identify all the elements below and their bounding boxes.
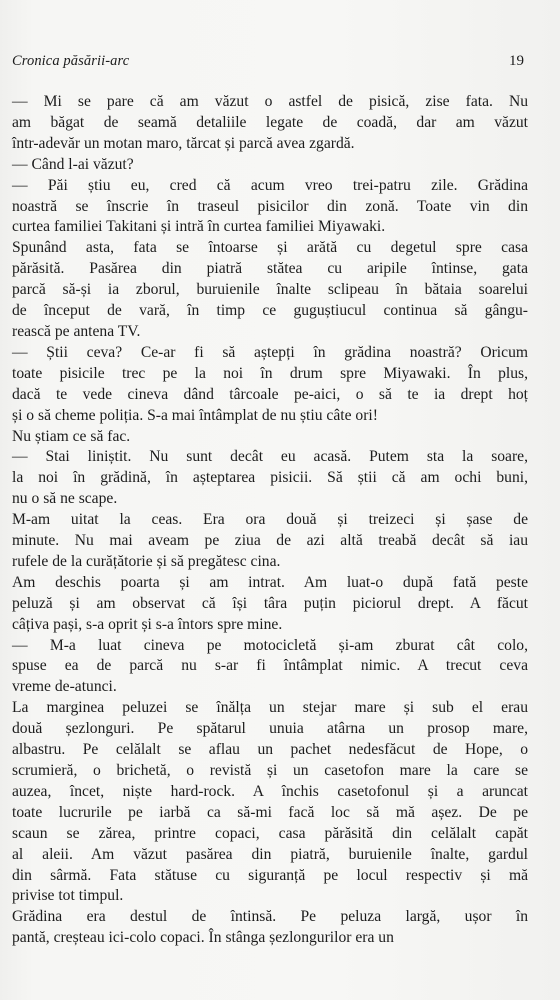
text-line: Grădina era destul de întinsă. Pe peluza largă, ușor în: [12, 908, 528, 926]
text-line: dacă te vede cineva dând târcoale pe-aici, o să te ia drept hoț: [12, 385, 528, 403]
text-line: rufele de la curățătorie și să pregătesc cina.: [12, 552, 281, 570]
paragraph: [12, 698, 528, 907]
text-line: parcă să-și ia zborul, buruienile înalte sclipeau în bătaia soarelui: [12, 281, 528, 299]
text-line: într-adevăr un motan maro, tărcat și parcă avea zgardă.: [12, 134, 355, 152]
text-line: și o să cheme poliția. S-a mai întâmplat de nu știu câte ori!: [12, 406, 378, 424]
text-line: rească pe antena TV.: [12, 322, 141, 340]
text-line: scrumieră, o brichetă, o revistă și un casetofon mare la care se: [12, 762, 528, 779]
paragraph: [12, 573, 528, 636]
paragraph: [12, 343, 528, 427]
text-line: de început de vară, în timp ce guguștiucul continua să gângu-: [12, 302, 528, 320]
text-line: albastru. Pe celălalt se aflau un pachet nedesfăcut de Hope, o: [12, 741, 528, 759]
paragraph: [12, 427, 528, 448]
paragraph: [12, 238, 528, 343]
text-line: toate lucrurile pe iarbă ca să-mi facă loc să mă așez. De pe: [12, 803, 528, 821]
text-line: M-am uitat la ceas. Era ora două și treizeci și șase de: [12, 511, 528, 529]
text-line: La marginea peluzei se înălța un stejar mare și sub el erau: [12, 699, 528, 717]
page-header: [12, 53, 524, 73]
text-line: — Stai liniștit. Nu sunt decât eu acasă. Putem sta la soare,: [12, 448, 528, 466]
text-line: scaun se zărea, printre copaci, casa părăsită din celălalt capăt: [12, 824, 528, 842]
text-line: — Când l-ai văzut?: [12, 155, 134, 173]
text-line: părăsită. Pasărea din piatră stătea cu aripile întinse, gata: [12, 260, 528, 278]
text-line: — Mi se pare că am văzut o astfel de pisică, zise fata. Nu: [12, 93, 528, 110]
text-line: două șezlonguri. Pe spătarul unuia atârna un prosop mare,: [12, 720, 528, 738]
text-line: toate pisicile trec pe la noi în drum spre Miyawaki. În plus,: [12, 364, 528, 382]
paragraph: [12, 636, 528, 699]
text-line: Am deschis poarta și am intrat. Am luat-o după fată peste: [12, 573, 528, 591]
text-line: nu o să ne scape.: [12, 490, 118, 508]
paragraph: [12, 510, 528, 573]
text-line: minute. Nu mai aveam pe ziua de azi altă treabă decât să iau: [12, 532, 528, 550]
text-line: peluză și am observat că își târa puțin piciorul drept. A făcut: [12, 594, 528, 612]
page-number: 19: [509, 53, 524, 69]
text-line: din sârmă. Fata stătuse cu siguranță pe locul respectiv și mă: [12, 866, 528, 884]
text-line: noastră se înscrie în traseul pisicilor din zonă. Toate vin din: [12, 197, 528, 215]
text-line: pantă, creșteau ici-colo copaci. În stânga șezlongurilor era un: [12, 929, 394, 947]
paragraph: [12, 447, 528, 510]
text-line: vreme de-atunci.: [12, 678, 117, 696]
text-line: — M-a luat cineva pe motocicletă și-am zburat cât colo,: [12, 636, 528, 654]
paragraph: [12, 155, 528, 176]
body-text: [12, 92, 528, 949]
text-line: — Știi ceva? Ce-ar fi să aștepți în grădina noastră? Oricum: [12, 343, 528, 361]
text-line: câțiva pași, s-a oprit și s-a întors spre mine.: [12, 615, 283, 633]
text-line: la noi în grădină, în așteptarea pisicii. Să știi că am ochi buni,: [12, 469, 528, 487]
running-title: Cronica păsării-arc: [12, 53, 130, 69]
text-line: privise tot timpul.: [12, 887, 124, 905]
text-line: am băgat de seamă detaliile legate de coadă, dar am văzut: [12, 113, 528, 131]
text-line: auzea, încet, niște hard-rock. A închis casetofonul și a aruncat: [12, 782, 528, 800]
text-line: Nu știam ce să fac.: [12, 427, 131, 445]
paragraph: [12, 92, 528, 155]
paragraph: [12, 176, 528, 239]
text-line: — Păi știu eu, cred că acum vreo trei-patru zile. Grădina: [12, 176, 528, 194]
text-line: curtea familiei Takitani și intră în curtea familiei Miyawaki.: [12, 218, 386, 236]
paragraph: [12, 907, 528, 949]
text-line: spuse ea de parcă nu s-ar fi întâmplat nimic. A trecut ceva: [12, 657, 528, 675]
text-line: al aleii. Am văzut pasărea din piatră, buruienile înalte, gardul: [12, 845, 528, 863]
text-line: Spunând asta, fata se întoarse și arătă cu degetul spre casa: [12, 239, 528, 257]
